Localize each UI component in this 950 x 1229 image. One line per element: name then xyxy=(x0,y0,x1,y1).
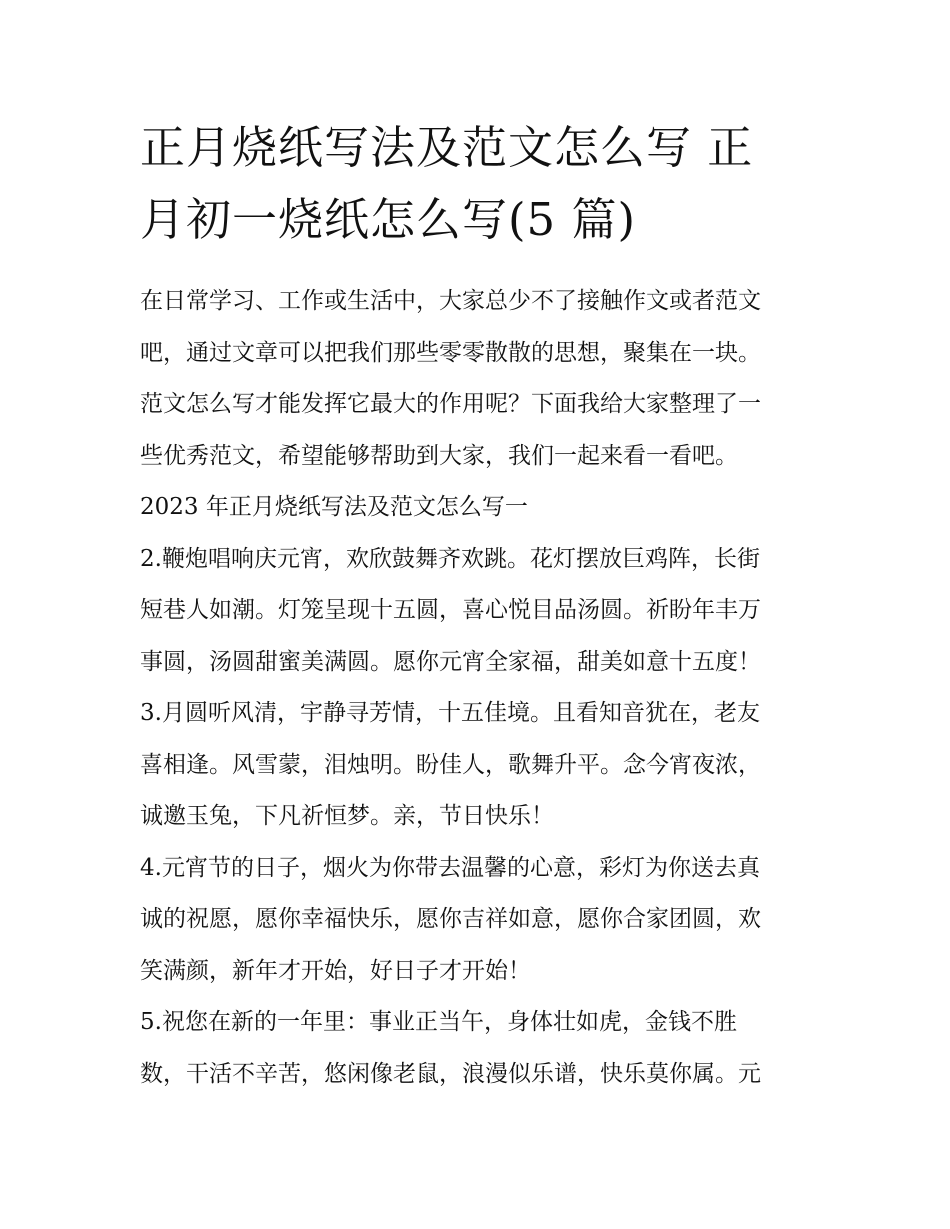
body-line: 范文怎么写才能发挥它最大的作用呢？下面我给大家整理了一 xyxy=(140,391,761,417)
title-line: 月初一烧纸怎么写(5 篇) xyxy=(140,193,637,246)
body-line: 诚邀玉兔，下凡祈恒梦。亲，节日快乐！ xyxy=(140,803,554,829)
body-line: 在日常学习、工作或生活中，大家总少不了接触作文或者范文 xyxy=(140,288,761,314)
body-line: 短巷人如潮。灯笼呈现十五圆，喜心悦目品汤圆。祈盼年丰万 xyxy=(140,597,761,623)
document-body xyxy=(140,276,820,1100)
body-line: 5.祝您在新的一年里：事业正当午，身体壮如虎，金钱不胜 xyxy=(140,1009,737,1035)
body-line: 3.月圆听风清，宇静寻芳情，十五佳境。且看知音犹在，老友 xyxy=(140,700,760,726)
body-line: 数，干活不辛苦，悠闲像老鼠，浪漫似乐谱，快乐莫你属。元 xyxy=(140,1060,761,1087)
section-heading: 2023 年正月烧纸写法及范文怎么写一 xyxy=(140,494,528,520)
body-line: 喜相逢。风雪蒙，泪烛明。盼佳人，歌舞升平。念今宵夜浓， xyxy=(140,751,761,778)
title-line: 正月烧纸写法及范文怎么写 正 xyxy=(140,121,754,174)
body-line: 事圆，汤圆甜蜜美满圆。愿你元宵全家福，甜美如意十五度！ xyxy=(140,648,761,675)
body-line: 笑满颜，新年才开始，好日子才开始！ xyxy=(140,957,531,984)
body-line: 诚的祝愿，愿你幸福快乐，愿你吉祥如意，愿你合家团圆，欢 xyxy=(140,906,761,932)
body-line: 些优秀范文，希望能够帮助到大家，我们一起来看一看吧。 xyxy=(140,442,738,469)
document-title xyxy=(140,112,820,256)
body-line: 4.元宵节的日子，烟火为你带去温馨的心意，彩灯为你送去真 xyxy=(140,854,760,881)
body-line: 吧，通过文章可以把我们那些零零散散的思想，聚集在一块。 xyxy=(140,339,761,366)
body-line: 2.鞭炮唱响庆元宵，欢欣鼓舞齐欢跳。花灯摆放巨鸡阵，长街 xyxy=(140,545,760,572)
